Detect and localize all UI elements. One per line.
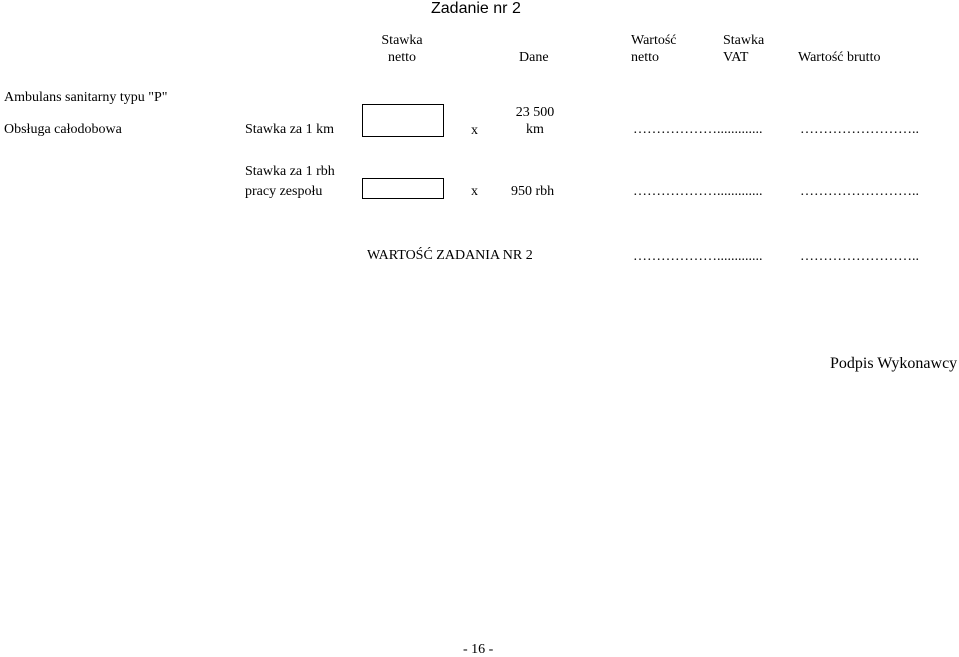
rate-input-box[interactable] [362,104,444,137]
total-value-netto: ………………............. [633,249,763,264]
row-value-netto: ………………............. [633,184,763,199]
row-data-value: 23 500 [515,105,555,120]
page-number: - 16 - [463,642,494,657]
row-data-unit: km [526,122,544,137]
row-multiplier: x [471,123,478,138]
header-wartosc-netto-line2: netto [631,50,659,65]
header-stawka-netto-line2: netto [388,50,416,65]
row-value-netto: ………………............. [633,122,763,137]
total-value-brutto: …………………….. [800,249,919,264]
row-rate-label: Stawka za 1 km [245,122,335,137]
rate-input-box[interactable] [362,178,444,199]
header-wartosc-netto-line1: Wartość [631,33,677,48]
header-stawka-vat-line1: Stawka [723,33,765,48]
row-rate-label: Stawka za 1 rbh [245,164,335,179]
header-stawka-vat-line2: VAT [723,50,749,65]
row-value-brutto: …………………….. [800,184,919,199]
row-value-brutto: …………………….. [800,122,919,137]
header-dane: Dane [519,50,549,65]
section-title: Ambulans sanitarny typu "P" [4,90,168,105]
signature-label: Podpis Wykonawcy [830,355,958,372]
row-rate-label-line2: pracy zespołu [245,184,323,199]
header-wartosc-brutto: Wartość brutto [798,50,881,65]
total-label: WARTOŚĆ ZADANIA NR 2 [367,248,533,263]
row-multiplier: x [471,184,478,199]
row-data-value: 950 rbh [511,184,555,199]
header-stawka-netto-line1: Stawka [381,33,423,48]
page-title: Zadanie nr 2 [431,0,521,17]
row-service: Obsługa całodobowa [4,122,122,137]
